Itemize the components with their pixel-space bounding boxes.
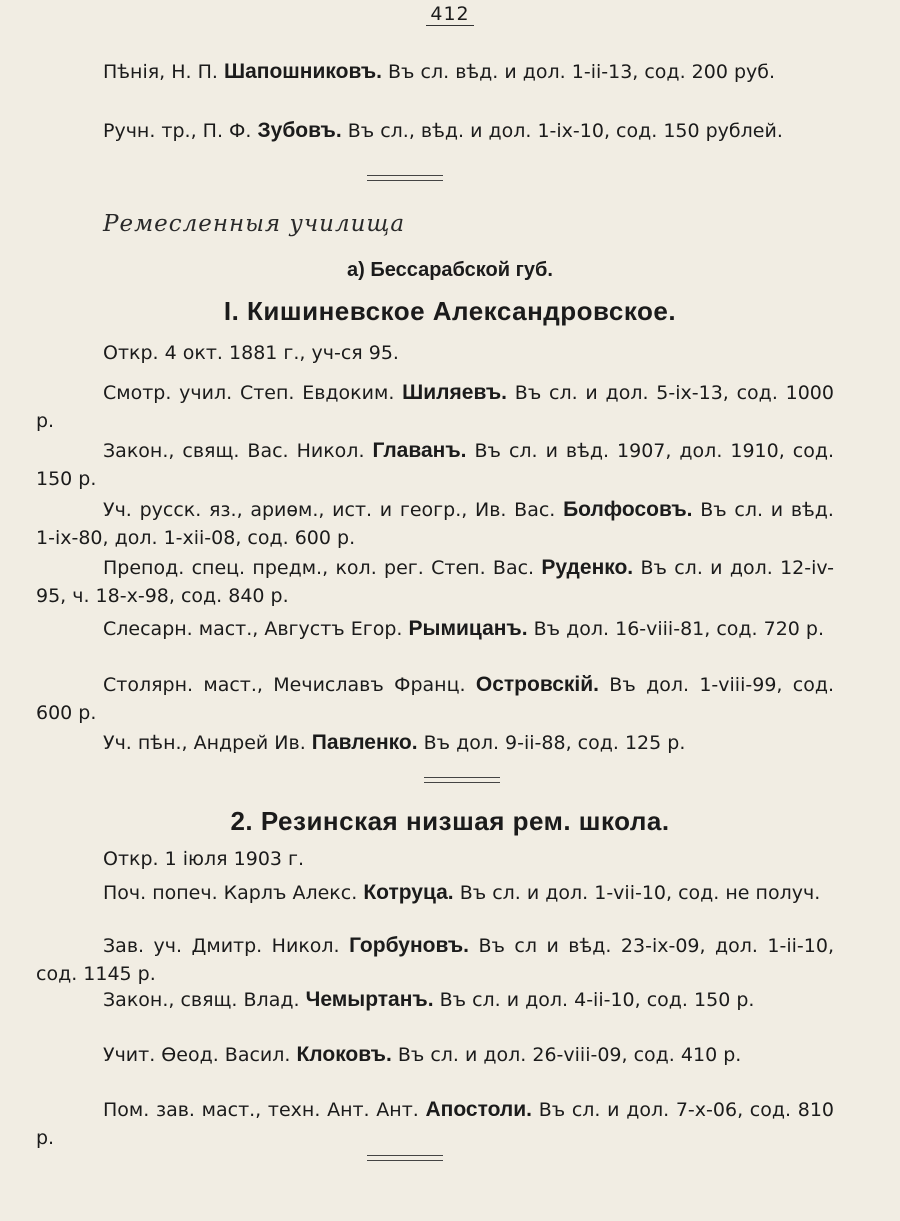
entry: Ручн. тр., П. Ф. Зубовъ. Въ сл., вѣд. и дол. 1-ix-10, сод. 150 рублей. bbox=[103, 119, 783, 142]
person-name: Чемыртанъ. bbox=[305, 988, 434, 1011]
entry: Пом. зав. маст., техн. Ант. Ант. Апостоли. Въ сл. и дол. 7-x-06, сод. 810 р. bbox=[36, 1098, 835, 1149]
entry: Учит. Ѳеод. Васил. Клоковъ. Въ сл. и дол. 26-viii-09, сод. 410 р. bbox=[103, 1043, 742, 1066]
school-opened: Откр. 1 іюля 1903 г. bbox=[103, 848, 305, 870]
school-title: 2. Резинская низшая рем. школа. bbox=[230, 806, 670, 836]
school-title: I. Кишиневское Александровское. bbox=[223, 296, 677, 326]
person-name: Зубовъ. bbox=[257, 119, 342, 142]
entry: Зав. уч. Дмитр. Никол. Горбуновъ. Въ сл и вѣд. 23-ix-09, дол. 1-ii-10, сод. 1145 р. bbox=[36, 934, 834, 985]
person-name: Шиляевъ. bbox=[402, 381, 507, 404]
entry: Столярн. маст., Мечиславъ Франц. Островскій. Въ дол. 1-viii-99, сод. 600 р. bbox=[36, 673, 835, 724]
divider bbox=[367, 1155, 443, 1161]
entry: Закон., свящ. Влад. Чемыртанъ. Въ сл. и дол. 4-ii-10, сод. 150 р. bbox=[103, 988, 755, 1011]
entry: Препод. спец. предм., кол. рег. Степ. Вас. Руденко. Въ сл. и дол. 12-iv-95, ч. 18-x-98, сод. 840 р. bbox=[36, 556, 834, 607]
person-name: Рымицанъ. bbox=[408, 617, 528, 640]
entry: Поч. попеч. Карлъ Алекс. Котруца. Въ сл. и дол. 1-vii-10, сод. не получ. bbox=[103, 881, 821, 904]
entry: Уч. пѣн., Андрей Ив. Павленко. Въ дол. 9-ii-88, сод. 125 р. bbox=[103, 731, 686, 754]
person-name: Главанъ. bbox=[372, 439, 467, 462]
section-title: Ремесленныя училища bbox=[103, 211, 406, 237]
person-name: Клоковъ. bbox=[296, 1043, 392, 1066]
person-name: Шапошниковъ. bbox=[224, 60, 382, 83]
person-name: Павленко. bbox=[311, 731, 418, 754]
entry: Смотр. учил. Степ. Евдоким. Шиляевъ. Въ сл. и дол. 5-ix-13, сод. 1000 р. bbox=[36, 381, 834, 432]
region-heading: а) Бессарабской губ. bbox=[347, 259, 553, 281]
person-name: Руденко. bbox=[541, 556, 634, 579]
page-number: 412 bbox=[0, 3, 900, 25]
entry: Уч. русск. яз., ариѳм., ист. и геогр., Ив. Вас. Болфосовъ. Въ сл. и вѣд. 1-ix-80, дол. 1-xii-08, сод. 600 р. bbox=[36, 498, 834, 549]
person-name: Островскій. bbox=[475, 673, 599, 696]
person-name: Котруца. bbox=[363, 881, 454, 904]
person-name: Болфосовъ. bbox=[563, 498, 693, 521]
entry: Пѣнія, Н. П. Шапошниковъ. Въ сл. вѣд. и дол. 1-ii-13, сод. 200 руб. bbox=[103, 60, 776, 83]
person-name: Апостоли. bbox=[425, 1098, 532, 1121]
divider bbox=[367, 175, 443, 181]
school-opened: Откр. 4 окт. 1881 г., уч-ся 95. bbox=[103, 342, 399, 364]
person-name: Горбуновъ. bbox=[349, 934, 470, 957]
divider bbox=[424, 777, 500, 783]
entry: Слесарн. маст., Августъ Егор. Рымицанъ. Въ дол. 16-viii-81, сод. 720 р. bbox=[103, 617, 825, 640]
entry: Закон., свящ. Вас. Никол. Главанъ. Въ сл. и вѣд. 1907, дол. 1910, сод. 150 р. bbox=[36, 439, 834, 490]
